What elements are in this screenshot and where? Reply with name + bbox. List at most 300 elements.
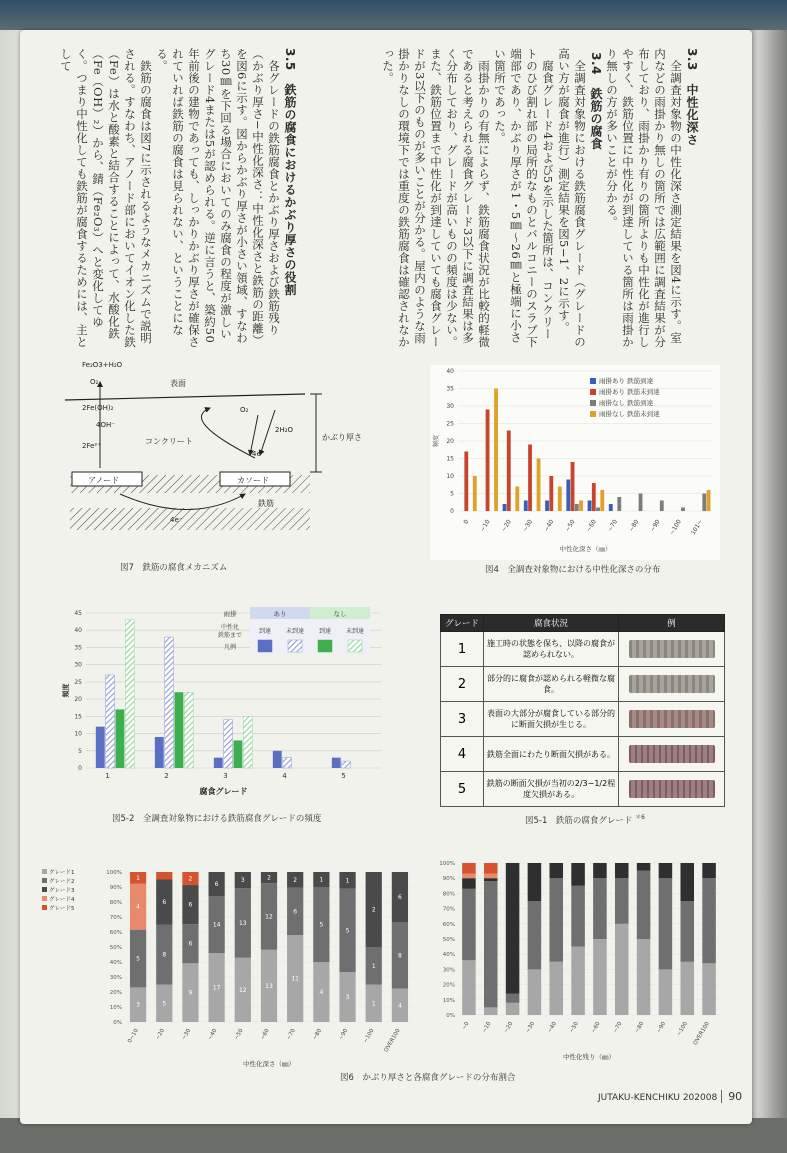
desc-cell: 部分的に腐食が認められる軽微な腐食。: [484, 667, 619, 702]
heading-s34: 3.4 鉄筋の腐食: [589, 52, 603, 150]
y-tick-label: 5: [78, 747, 82, 755]
x-tick-label: ~90: [656, 1021, 668, 1035]
photo-cell: [619, 667, 725, 702]
y-tick-label: 50%: [442, 937, 455, 943]
y-tick-label: 15: [74, 713, 82, 721]
y-tick-label: 0%: [446, 1013, 455, 1019]
y-tick-label: 100%: [106, 870, 122, 876]
data-label: 2: [371, 906, 376, 914]
stacked-bar-segment: [549, 863, 563, 878]
legend-swatch: [348, 640, 362, 652]
bar: [273, 751, 282, 768]
x-tick-label: 3: [223, 772, 228, 780]
x-tick-label: ~40: [546, 1021, 558, 1035]
bar: [537, 459, 541, 512]
y-tick-label: 30: [446, 403, 454, 410]
stacked-bar-segment: [484, 881, 498, 1007]
table-row: [441, 772, 725, 807]
data-label: 6: [397, 894, 402, 901]
table-header-example: 例: [619, 615, 725, 632]
data-label: 5: [345, 927, 350, 935]
data-label: 6: [214, 881, 219, 889]
data-label: 2: [293, 876, 298, 884]
y-tick-label: 25: [74, 678, 82, 686]
rebar-photo: [629, 745, 715, 763]
stacked-bar-segment: [506, 1003, 520, 1015]
x-tick-label: 4: [282, 772, 287, 780]
heading-s35: 3.5 鉄筋の腐食におけるかぶり厚さの役割: [283, 48, 297, 296]
legend-row-label: 鉄筋まで: [217, 632, 243, 639]
bar: [515, 487, 519, 512]
x-tick-label: 101~: [689, 518, 705, 537]
bar: [234, 740, 243, 768]
legend-swatch: [590, 378, 596, 384]
stacked-bar-segment: [571, 947, 585, 1015]
bar: [486, 410, 490, 512]
legend-label: グレード3: [49, 888, 75, 894]
y-tick-label: 70%: [442, 906, 455, 913]
stacked-bar-segment: [680, 962, 694, 1015]
paragraph-s35-2: 鉄筋の腐食は図7に示されるようなメカニズムで説明される。すなわち、アノード部においてイオン化した鉄（Fe）は水と酸素と結合することによって、水酸化鉄（Fe（OH）₂）から、錆（Fe₂O₃）へと変化してゆく。つまり中性化しても鉄筋が腐食するためには、主として: [59, 48, 153, 348]
label-o2-b: O₂: [240, 406, 249, 414]
stacked-bar-segment: [680, 901, 694, 962]
rebar-photo: [629, 780, 715, 798]
stacked-bar-segment: [615, 924, 629, 1015]
bar: [571, 462, 575, 511]
rebar-hatch-lower: [70, 508, 310, 530]
data-label: 5: [162, 1000, 167, 1008]
photo-cell: [619, 702, 725, 737]
bar: [609, 504, 613, 511]
legend-swatch: [42, 896, 47, 901]
paragraph-s34-2: 腐食グレード4および5を示した箇所は、コンクリートのひび割れ部の局所的なものとバルコニーのスラブ下端部であり、かぶり厚さが1・5㎜〜26㎜と極端に小さい箇所であった。: [493, 48, 555, 348]
legend-label: グレード2: [49, 879, 75, 885]
fig5-1-caption: [525, 812, 645, 826]
stacked-bar-segment: [637, 863, 651, 871]
desc-cell: 鉄筋全面にわたり断面欠損がある。: [484, 737, 619, 772]
y-tick-label: 20: [74, 696, 82, 704]
y-tick-label: 70%: [109, 915, 122, 921]
bar: [507, 431, 511, 512]
x-tick-label: ~60: [259, 1028, 271, 1042]
bar: [224, 720, 233, 768]
fig7-caption: 図7 鉄筋の腐食メカニズム: [120, 563, 228, 573]
fig4-chart: [430, 365, 720, 560]
legend-col-label: 未到達: [285, 628, 305, 635]
bar: [503, 504, 507, 511]
label-feoh: 2Fe(OH)₂: [82, 404, 114, 412]
legend-swatch: [288, 640, 302, 652]
x-tick-label: ~10: [481, 1021, 493, 1035]
stacked-bar-segment: [462, 863, 476, 874]
x-tick-label: ~80: [627, 518, 641, 533]
bar: [545, 501, 549, 512]
x-tick-label: 5: [341, 772, 346, 780]
photo-cell: [619, 737, 725, 772]
y-tick-label: 60%: [442, 921, 455, 928]
bar: [681, 508, 685, 512]
data-label: 12: [238, 986, 247, 994]
grade-cell: 5: [441, 772, 484, 807]
bar: [283, 758, 292, 768]
stacked-bar-segment: [462, 960, 476, 1015]
bar: [524, 501, 528, 512]
stacked-bar-segment: [637, 871, 651, 939]
stacked-bar-segment: [528, 863, 542, 901]
stacked-bar-segment: [659, 878, 673, 969]
stacked-bar-segment: [528, 969, 542, 1015]
stacked-bar-segment: [549, 878, 563, 962]
y-tick-label: 0: [450, 508, 454, 515]
x-tick-label: ~30: [181, 1028, 193, 1042]
data-label: 3: [136, 1001, 141, 1009]
x-tick-label: 0: [462, 518, 471, 526]
x-tick-label: ~20: [155, 1028, 167, 1042]
stacked-bar-segment: [156, 872, 172, 880]
x-tick-label: 1: [105, 772, 110, 780]
y-tick-label: 40%: [442, 952, 455, 959]
bar: [558, 487, 562, 512]
y-axis-label: 頻度: [433, 434, 440, 448]
fig7-corrosion-diagram: [60, 360, 400, 540]
bar: [588, 501, 592, 512]
legend-label: グレード4: [49, 897, 75, 903]
x-tick-label: ~50: [564, 518, 577, 533]
stacked-bar-segment: [702, 878, 716, 963]
y-axis-label: 頻度: [62, 683, 70, 698]
data-label: 1: [319, 876, 324, 884]
bar: [214, 758, 223, 768]
legend-header: あり: [273, 610, 287, 618]
x-tick-label: 0~10: [127, 1028, 140, 1045]
legend-swatch: [42, 887, 47, 892]
stacked-bar-segment: [702, 963, 716, 1015]
stacked-bar-segment: [462, 874, 476, 879]
data-label: 9: [188, 989, 193, 997]
data-label: 1: [136, 874, 141, 882]
data-label: 3: [240, 877, 245, 885]
label-e4-a: 4e⁻: [252, 450, 265, 458]
x-tick-label: ~0: [461, 1021, 471, 1032]
y-tick-label: 20%: [442, 982, 455, 989]
y-tick-label: 40%: [109, 960, 122, 966]
table-row: [441, 737, 725, 772]
x-tick-label: ~90: [649, 518, 662, 533]
y-tick-label: 90%: [109, 885, 122, 891]
bar: [639, 494, 643, 512]
photo-cell: [619, 772, 725, 807]
data-label: 5: [319, 921, 324, 929]
stacked-bar-segment: [680, 863, 694, 901]
legend-row-label: 凡例: [223, 644, 237, 651]
legend-label: 雨掛あり 鉄筋到達: [599, 377, 654, 385]
bar: [707, 490, 711, 511]
bar: [184, 692, 193, 768]
data-label: 6: [162, 899, 167, 906]
x-tick-label: ~70: [612, 1021, 624, 1035]
desc-cell: 表面の大部分が腐食している部分的に断面欠損が生じる。: [484, 702, 619, 737]
bar: [464, 452, 468, 512]
data-label: 6: [293, 908, 298, 916]
legend-col-label: 到達: [258, 628, 272, 635]
y-tick-label: 40: [74, 627, 82, 635]
bar: [592, 483, 596, 511]
fig6-right-chart: [430, 855, 730, 1075]
fig5-1-caption-ref: ＊6: [635, 814, 645, 821]
label-cathode: カソード: [237, 476, 269, 485]
bar: [600, 490, 604, 511]
x-tick-label: ~80: [312, 1028, 324, 1042]
x-axis-label: 中性化残り（㎜）: [563, 1053, 615, 1061]
legend-swatch: [590, 400, 596, 406]
page-number: 90: [721, 1090, 742, 1103]
data-label: 6: [188, 901, 193, 909]
table-header-status: 腐食状況: [484, 615, 619, 632]
x-tick-label: ~90: [338, 1028, 350, 1042]
label-fe2o3: Fe₂O3+H₂O: [82, 361, 123, 369]
legend-swatch: [258, 640, 272, 652]
bar: [96, 727, 105, 768]
stacked-bar-segment: [484, 874, 498, 879]
bar: [617, 497, 621, 511]
bar: [106, 675, 115, 768]
bar: [473, 476, 477, 511]
data-label: 11: [291, 975, 300, 983]
label-anode: アノード: [88, 476, 120, 485]
x-axis-label: 中性化深さ（㎜）: [243, 1060, 295, 1068]
stacked-bar-segment: [506, 994, 520, 1003]
heading-s33: 3.3 中性化深さ: [685, 48, 699, 146]
y-tick-label: 0: [78, 765, 82, 772]
data-label: 4: [397, 1002, 402, 1010]
x-tick-label: ~70: [606, 518, 620, 533]
data-label: 1: [371, 962, 376, 970]
x-tick-label: ~60: [585, 518, 598, 533]
stacked-bar-segment: [484, 863, 498, 874]
grade-cell: 4: [441, 737, 484, 772]
arrow-o2: [250, 415, 258, 455]
y-tick-label: 45: [74, 610, 82, 617]
data-label: 2: [267, 874, 271, 882]
legend-swatch: [590, 389, 596, 395]
label-o2-a: O₂: [90, 378, 99, 386]
x-tick-label: ~20: [500, 518, 513, 533]
legend-swatch: [42, 869, 47, 874]
bar: [566, 480, 570, 512]
data-label: 4: [136, 903, 141, 911]
arrow-electron: [120, 494, 245, 510]
data-label: 1: [371, 1000, 376, 1008]
y-tick-label: 0%: [113, 1020, 122, 1026]
label-e4-b: 4e⁻: [170, 516, 183, 524]
bar: [575, 504, 579, 511]
fig6-left-chart: [40, 860, 420, 1075]
y-tick-label: 100%: [439, 861, 455, 867]
x-tick-label: 2: [164, 772, 169, 780]
bar: [494, 389, 498, 512]
y-tick-label: 10%: [109, 1005, 122, 1011]
label-rebar: 鉄筋: [258, 499, 274, 508]
data-label: 4: [319, 989, 324, 996]
bar: [528, 445, 532, 512]
bar: [175, 692, 184, 768]
stacked-bar-segment: [571, 886, 585, 947]
x-tick-label: ~30: [521, 518, 535, 533]
table-header-grade: グレード: [441, 615, 484, 632]
fig5-2-caption: 図5-2 全調査対象物における鉄筋腐食グレードの頻度: [112, 814, 322, 824]
y-tick-label: 10: [74, 730, 82, 738]
paragraph-s35-1: 各グレードの鉄筋腐食とかぶり厚さおよび鉄筋残り（かぶり厚さ−中性化深さ：中性化深さと鉄筋の距離）を図6に示す。図からかぶり厚さが小さい領域、すなわち30㎜を下回る場合においてのみ腐食の程度が激しいグレード4または5が認められる。逆に言うと、築約50年前後の建物であっても、しっかりかぶり厚さが確保されていれば鉄筋の腐食は見られない、ということになる。: [155, 48, 281, 348]
stacked-bar-segment: [484, 1007, 498, 1015]
text-block-left: [36, 48, 298, 348]
magazine-name: JUTAKU-KENCHIKU 202008: [598, 1093, 718, 1103]
label-concrete: コンクリート: [145, 437, 193, 446]
paragraph-s34-1: 全調査対象物における鉄筋腐食グレード（グレードの高い方が腐食が進行）測定結果を図5−1、2に示す。: [557, 48, 587, 348]
x-tick-label: ~10: [479, 518, 492, 533]
rebar-photo: [629, 640, 715, 658]
bar: [579, 501, 583, 512]
legend-label: 雨掛なし 鉄筋未到達: [599, 410, 660, 418]
stacked-bar-segment: [702, 863, 716, 878]
bar: [342, 761, 351, 768]
fig5-2-chart: [60, 605, 390, 805]
stacked-bar-segment: [637, 939, 651, 1015]
stacked-bar-segment: [528, 901, 542, 969]
stacked-bar-segment: [593, 939, 607, 1015]
legend-row-label: 中性化: [220, 624, 240, 631]
legend-header: 雨掛: [223, 610, 237, 618]
text-block-top: [300, 48, 700, 348]
table-row: [441, 702, 725, 737]
page-footer: [598, 1090, 742, 1103]
stacked-bar-segment: [593, 878, 607, 939]
surface-line: [65, 394, 305, 400]
x-tick-label: ~30: [525, 1021, 537, 1035]
fig4-caption: 図4 全調査対象物における中性化深さの分布: [485, 565, 661, 575]
y-tick-label: 20: [446, 438, 454, 445]
y-tick-label: 35: [446, 385, 454, 393]
x-tick-label: ~60: [590, 1021, 602, 1035]
y-tick-label: 10%: [442, 997, 455, 1004]
x-tick-label: ~50: [233, 1028, 245, 1042]
stacked-bar-segment: [506, 863, 520, 994]
y-tick-label: 30: [74, 661, 82, 669]
stacked-bar-segment: [593, 863, 607, 878]
x-tick-label: ~70: [285, 1028, 297, 1042]
grade-cell: 2: [441, 667, 484, 702]
stacked-bar-segment: [571, 863, 585, 886]
rebar-photo: [629, 675, 715, 693]
label-oh: 4OH⁻: [96, 421, 115, 429]
stacked-bar-segment: [615, 878, 629, 924]
paragraph-s34-3: 雨掛かりの有無によらず、鉄筋腐食状況が比較的軽微であると考えられる腐食グレード3以下に調査結果は多く分布しており、グレードが高いものの頻度は少ない。また、鉄筋位置まで中性化が到達していても腐食グレードが3以下のものが多いことが分かる。屋内のような雨掛かりなしの環境下では重度の鉄筋腐食は確認されなかった。: [381, 48, 491, 348]
legend-label: グレード5: [49, 906, 75, 912]
bar: [702, 494, 706, 512]
bar: [155, 737, 164, 768]
legend-swatch: [42, 905, 47, 910]
x-tick-label: ~100: [668, 518, 683, 537]
y-tick-label: 30%: [109, 975, 122, 981]
legend-header: なし: [333, 610, 347, 618]
y-tick-label: 80%: [442, 891, 455, 898]
x-tick-label: ~80: [634, 1021, 646, 1035]
stacked-bar-segment: [549, 962, 563, 1015]
label-surface: 表面: [170, 379, 186, 388]
legend-label: 雨掛あり 鉄筋未到達: [599, 388, 660, 396]
label-fe2: 2Fe²⁺: [82, 442, 101, 450]
stacked-bar-segment: [659, 863, 673, 878]
legend-swatch: [42, 878, 47, 883]
data-label: 1: [345, 877, 350, 885]
y-tick-label: 40: [446, 368, 454, 375]
grade-cell: 3: [441, 702, 484, 737]
grade-cell: 1: [441, 632, 484, 667]
fig5-1-grade-table: [440, 614, 725, 807]
data-label: 5: [136, 955, 141, 963]
data-label: 2: [188, 875, 193, 883]
data-label: 6: [188, 940, 193, 948]
data-label: 3: [345, 994, 350, 1001]
y-tick-label: 80%: [109, 900, 122, 906]
bar: [116, 709, 125, 768]
data-label: 12: [265, 913, 273, 921]
stacked-bar-segment: [462, 889, 476, 960]
bar: [165, 637, 174, 768]
legend-swatch: [318, 640, 332, 652]
arrow-oh: [201, 408, 255, 458]
y-tick-label: 25: [446, 420, 454, 428]
x-tick-label: ~40: [542, 518, 556, 533]
rebar-photo: [629, 710, 715, 728]
bar: [660, 501, 664, 512]
data-label: 8: [397, 952, 402, 960]
x-axis-label: 中性化深さ（㎜）: [559, 545, 612, 553]
data-label: 14: [212, 921, 221, 929]
fig5-1-caption-text: 図5-1 鉄筋の腐食グレード: [525, 815, 633, 826]
table-row: [441, 667, 725, 702]
desc-cell: 施工時の状態を保ち、以降の腐食が認められない。: [484, 632, 619, 667]
data-label: 17: [212, 984, 221, 992]
y-tick-label: 30%: [442, 967, 455, 974]
x-tick-label: ~40: [207, 1028, 219, 1042]
stacked-bar-segment: [615, 863, 629, 878]
legend-label: グレード1: [49, 870, 75, 876]
table-row: [441, 632, 725, 667]
label-cover: かぶり厚さ: [322, 433, 362, 442]
stacked-bar-segment: [659, 969, 673, 1015]
stacked-bar-segment: [462, 878, 476, 889]
fig6-caption: 図6 かぶり厚さと各腐食グレードの分布割合: [340, 1073, 516, 1083]
y-tick-label: 5: [450, 490, 454, 498]
y-tick-label: 20%: [109, 990, 122, 996]
x-tick-label: OVER100: [692, 1021, 711, 1047]
bar: [549, 476, 553, 511]
y-tick-label: 35: [74, 644, 82, 652]
legend-swatch: [590, 411, 596, 417]
stacked-bar-segment: [484, 878, 498, 881]
data-label: 13: [265, 982, 273, 990]
legend-col-label: 未到達: [345, 628, 365, 635]
bar: [125, 620, 134, 768]
x-axis-label: 腐食グレード: [199, 787, 248, 796]
data-label: 13: [238, 919, 247, 927]
x-tick-label: OVER100: [383, 1028, 402, 1054]
legend-col-label: 到達: [318, 628, 332, 635]
legend-label: 雨掛なし 鉄筋到達: [599, 399, 654, 407]
bar: [596, 508, 600, 512]
y-tick-label: 15: [446, 455, 454, 463]
y-tick-label: 50%: [109, 945, 122, 951]
